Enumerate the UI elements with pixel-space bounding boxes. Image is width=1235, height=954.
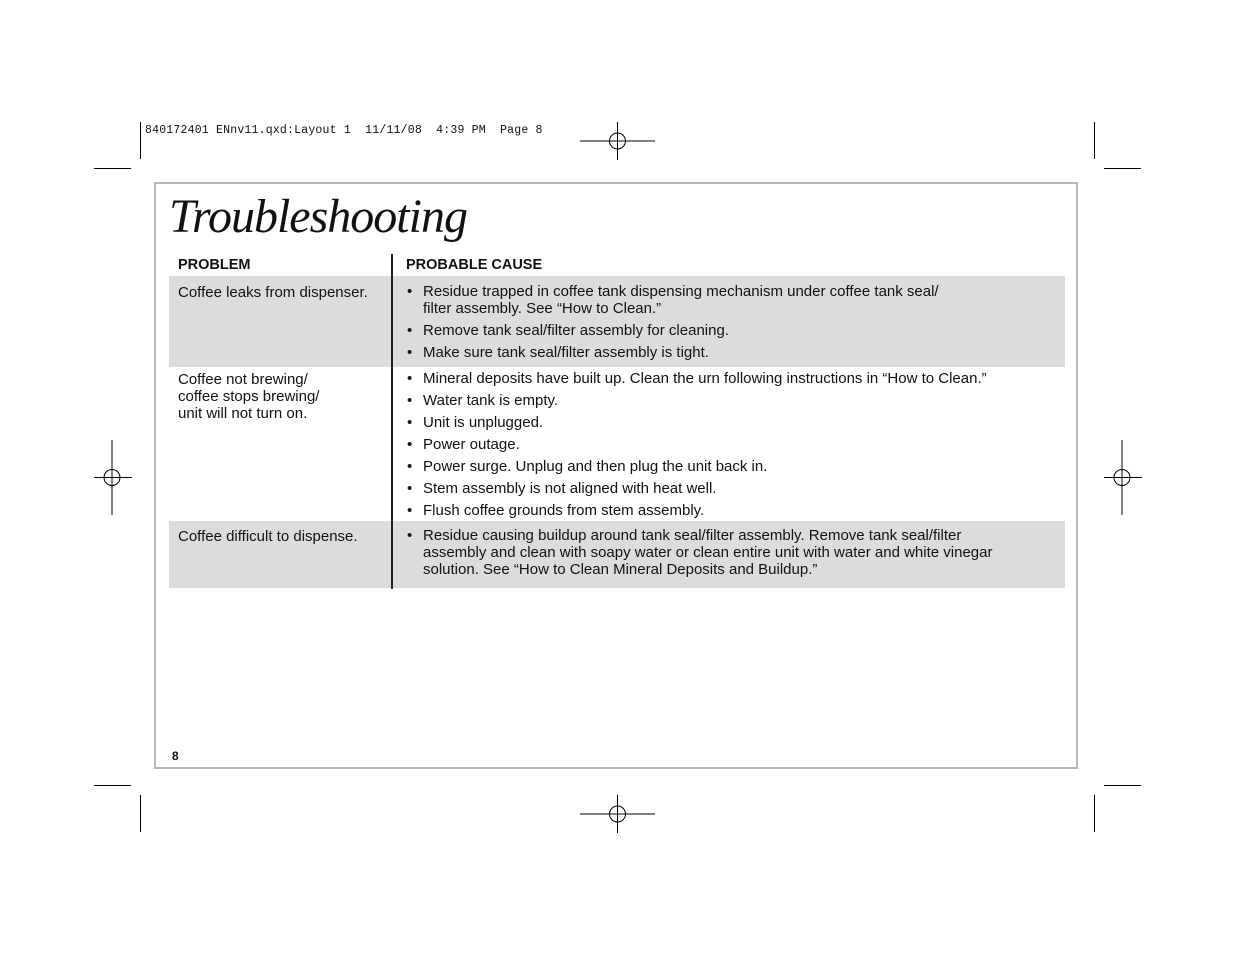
- cause-text: Stem assembly is not aligned with heat well.: [423, 480, 717, 497]
- crop-mark: [1094, 795, 1095, 832]
- cause-text: Flush coffee grounds from stem assembly.: [423, 502, 705, 519]
- bullet: •: [407, 344, 413, 361]
- cause-item: [407, 283, 1047, 317]
- page-number: 8: [172, 749, 179, 763]
- cause-item: [407, 527, 1047, 578]
- cause-item: [407, 392, 1047, 409]
- bullet: •: [407, 370, 413, 387]
- bullet: •: [407, 502, 413, 519]
- registration-mark-icon: [580, 795, 655, 833]
- bullet: •: [407, 436, 413, 453]
- cause-text: Unit is unplugged.: [423, 414, 544, 431]
- crop-mark: [94, 168, 131, 169]
- cause-list: [407, 527, 1047, 583]
- cause-list: [407, 370, 1047, 524]
- cause-text: Make sure tank seal/filter assembly is tight.: [423, 344, 709, 361]
- cause-item: [407, 414, 1047, 431]
- table-row: [169, 367, 1065, 521]
- registration-mark-icon: [1104, 440, 1142, 515]
- crop-mark: [140, 795, 141, 832]
- crop-mark: [1104, 785, 1141, 786]
- bullet: •: [407, 414, 413, 431]
- cause-list: [407, 283, 1047, 366]
- cause-item: [407, 502, 1047, 519]
- slug-line: 840172401 ENnv11.qxd:Layout 1 11/11/08 4:39 PM Page 8: [145, 124, 543, 137]
- bullet: •: [407, 322, 413, 339]
- column-divider: [391, 254, 393, 589]
- problem-text: Coffee not brewing/ coffee stops brewing/ unit will not turn on.: [178, 371, 320, 422]
- bullet: •: [407, 283, 413, 300]
- cause-text: Mineral deposits have built up. Clean the urn following instructions in “How to Clean.”: [423, 370, 987, 387]
- cause-text: Water tank is empty.: [423, 392, 559, 409]
- cause-item: [407, 370, 1047, 387]
- crop-mark: [140, 122, 141, 159]
- crop-mark: [1094, 122, 1095, 159]
- cause-item: [407, 436, 1047, 453]
- registration-mark-icon: [580, 122, 655, 160]
- bullet: •: [407, 392, 413, 409]
- cause-text: Power surge. Unplug and then plug the unit back in.: [423, 458, 768, 475]
- crop-mark: [1104, 168, 1141, 169]
- cause-text: Residue trapped in coffee tank dispensing mechanism under coffee tank seal/ filter assembly. See “How to Clean.”: [423, 283, 939, 317]
- crop-mark: [94, 785, 131, 786]
- problem-text: Coffee difficult to dispense.: [178, 528, 358, 545]
- cause-text: Remove tank seal/filter assembly for cleaning.: [423, 322, 729, 339]
- cause-item: [407, 322, 1047, 339]
- registration-mark-icon: [94, 440, 132, 515]
- bullet: •: [407, 458, 413, 475]
- column-header-cause: PROBABLE CAUSE: [406, 257, 543, 273]
- problem-text: Coffee leaks from dispenser.: [178, 284, 368, 301]
- cause-item: [407, 458, 1047, 475]
- bullet: •: [407, 527, 413, 544]
- page-title: Troubleshooting: [169, 190, 467, 243]
- cause-text: Power outage.: [423, 436, 520, 453]
- table-row: [169, 276, 1065, 367]
- bullet: •: [407, 480, 413, 497]
- cause-item: [407, 480, 1047, 497]
- cause-item: [407, 344, 1047, 361]
- column-header-problem: PROBLEM: [178, 257, 251, 273]
- cause-text: Residue causing buildup around tank seal/filter assembly. Remove tank seal/filter assembly and clean with soapy water or clean entire unit with water and white vinegar solution. See “How to Clean Mineral Deposits and Buildup.”: [423, 527, 993, 578]
- table-row: [169, 521, 1065, 588]
